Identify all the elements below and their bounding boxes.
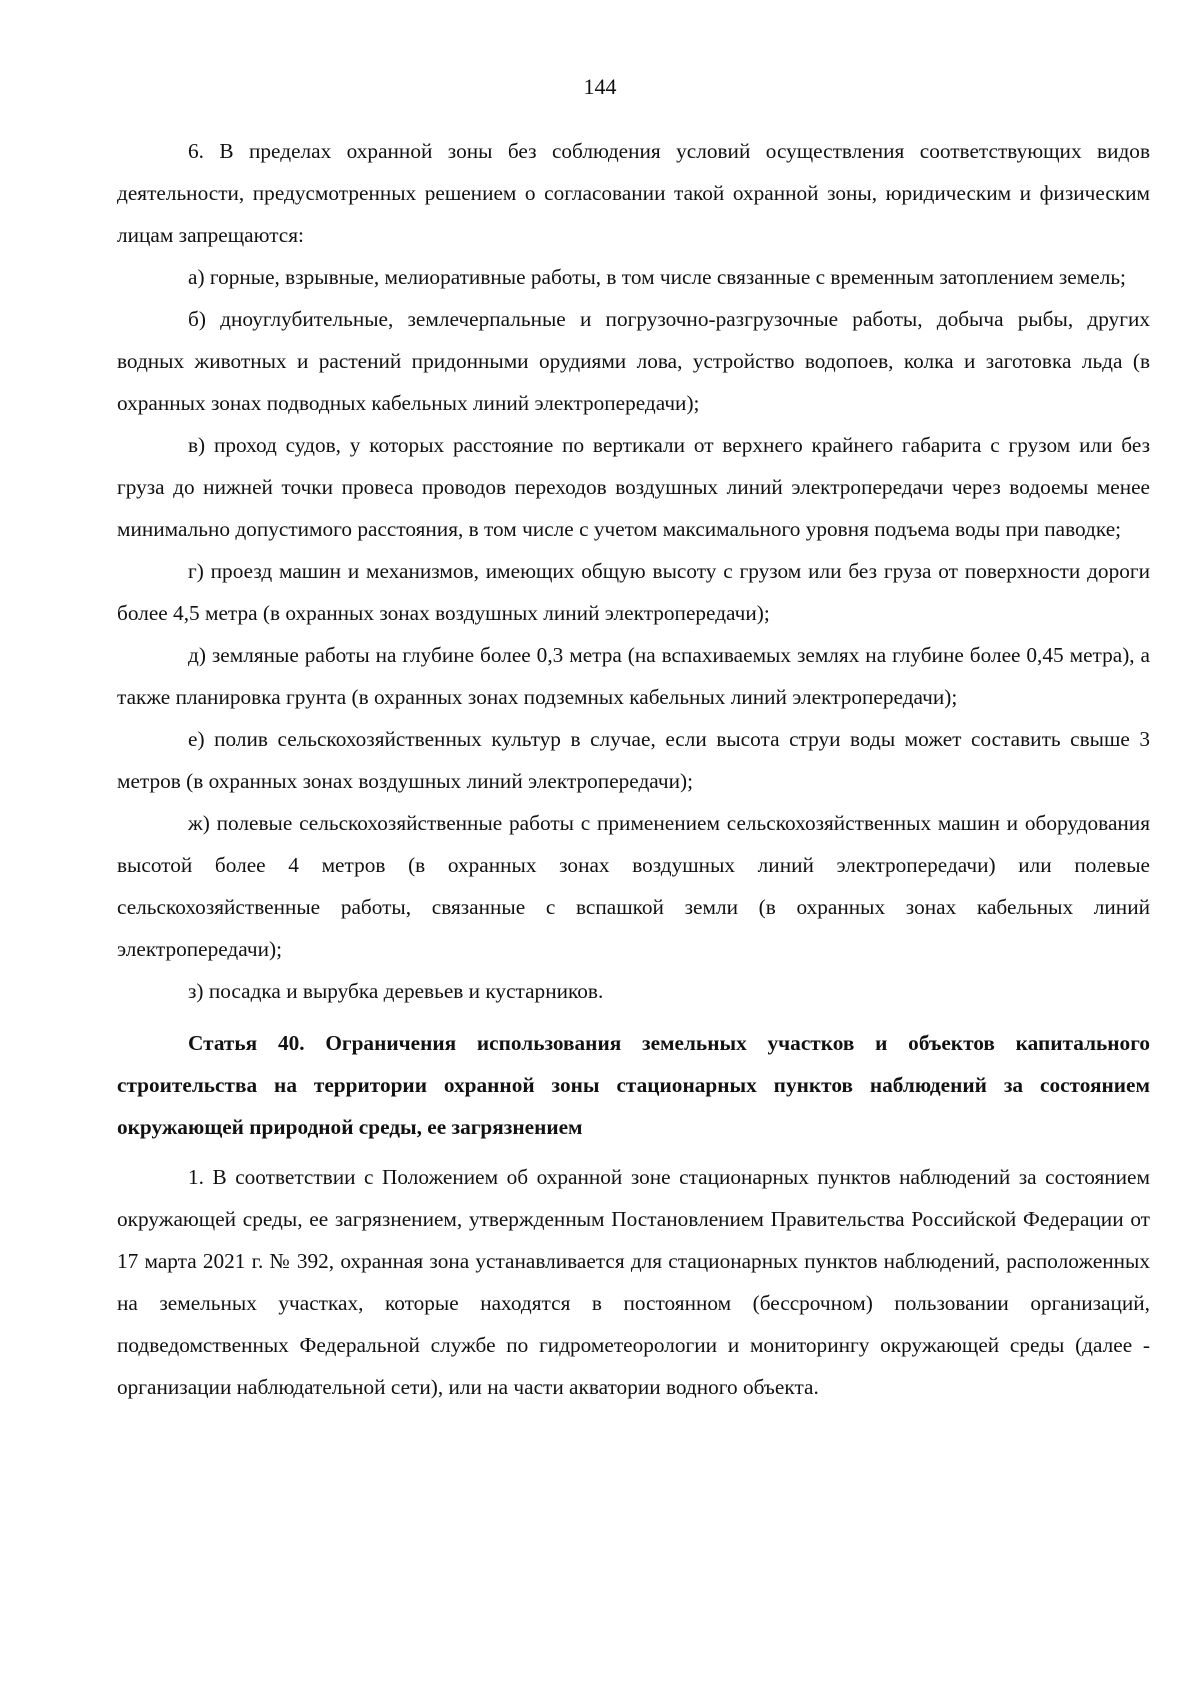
paragraph-article-40-point-1: 1. В соответствии с Положением об охранной зоне стационарных пунктов наблюдений за состоянием окружающей среды, ее загрязнением, утвержденным Постановлением Правительства Российской Федерации от 17 марта 2021 г. № 392, охранная зона устанавливается для стационарных пунктов наблюдений, расположенных на земельных участках, которые находятся в постоянном (бессрочном) пользовании организаций, подведомственных Федеральной службе по гидрометеорологии и мониторингу окружающей среды (далее - организации наблюдательной сети), или на части акватории водного объекта. bbox=[117, 1165, 1150, 1399]
list-item-b: б) дноуглубительные, землечерпальные и погрузочно-разгрузочные работы, добыча рыбы, других водных животных и растений придонными орудиями лова, устройство водопоев, колка и заготовка льда (в охранных зонах подводных кабельных линий электропередачи); bbox=[117, 307, 1150, 415]
page-number: 144 bbox=[583, 74, 617, 99]
list-item-zh: ж) полевые сельскохозяйственные работы с применением сельскохозяйственных машин и оборудования высотой более 4 метров (в охранных зонах воздушных линий электропередачи) или полевые сельскохозяйственные работы, связанные с вспашкой земли (в охранных зонах кабельных линий электропередачи); bbox=[117, 811, 1150, 961]
list-item-d: д) земляные работы на глубине более 0,3 метра (на вспахиваемых землях на глубине более 0,45 метра), а также планировка грунта (в охранных зонах подземных кабельных линий электропередачи); bbox=[117, 643, 1150, 709]
list-item-g: г) проезд машин и механизмов, имеющих общую высоту с грузом или без груза от поверхности дороги более 4,5 метра (в охранных зонах воздушных линий электропередачи); bbox=[117, 559, 1150, 625]
list-item-e: е) полив сельскохозяйственных культур в случае, если высота струи воды может составить свыше 3 метров (в охранных зонах воздушных линий электропередачи); bbox=[117, 727, 1150, 793]
document-body bbox=[117, 130, 1150, 1408]
list-item-z: з) посадка и вырубка деревьев и кустарников. bbox=[188, 979, 604, 1003]
list-item-a: а) горные, взрывные, мелиоративные работы, в том числе связанные с временным затоплением земель; bbox=[188, 265, 1126, 289]
list-item-v: в) проход судов, у которых расстояние по вертикали от верхнего крайнего габарита с грузом или без груза до нижней точки провеса проводов переходов воздушных линий электропередачи через водоемы менее минимально допустимого расстояния, в том числе с учетом максимального уровня подъема воды при паводке; bbox=[117, 433, 1150, 541]
article-heading: Статья 40. Ограничения использования земельных участков и объектов капитального строительства на территории охранной зоны стационарных пунктов наблюдений за состоянием окружающей природной среды, ее загрязнением bbox=[117, 1031, 1150, 1139]
paragraph-restrictions-intro: 6. В пределах охранной зоны без соблюдения условий осуществления соответствующих видов деятельности, предусмотренных решением о согласовании такой охранной зоны, юридическим и физическим лицам запрещаются: bbox=[117, 139, 1150, 247]
